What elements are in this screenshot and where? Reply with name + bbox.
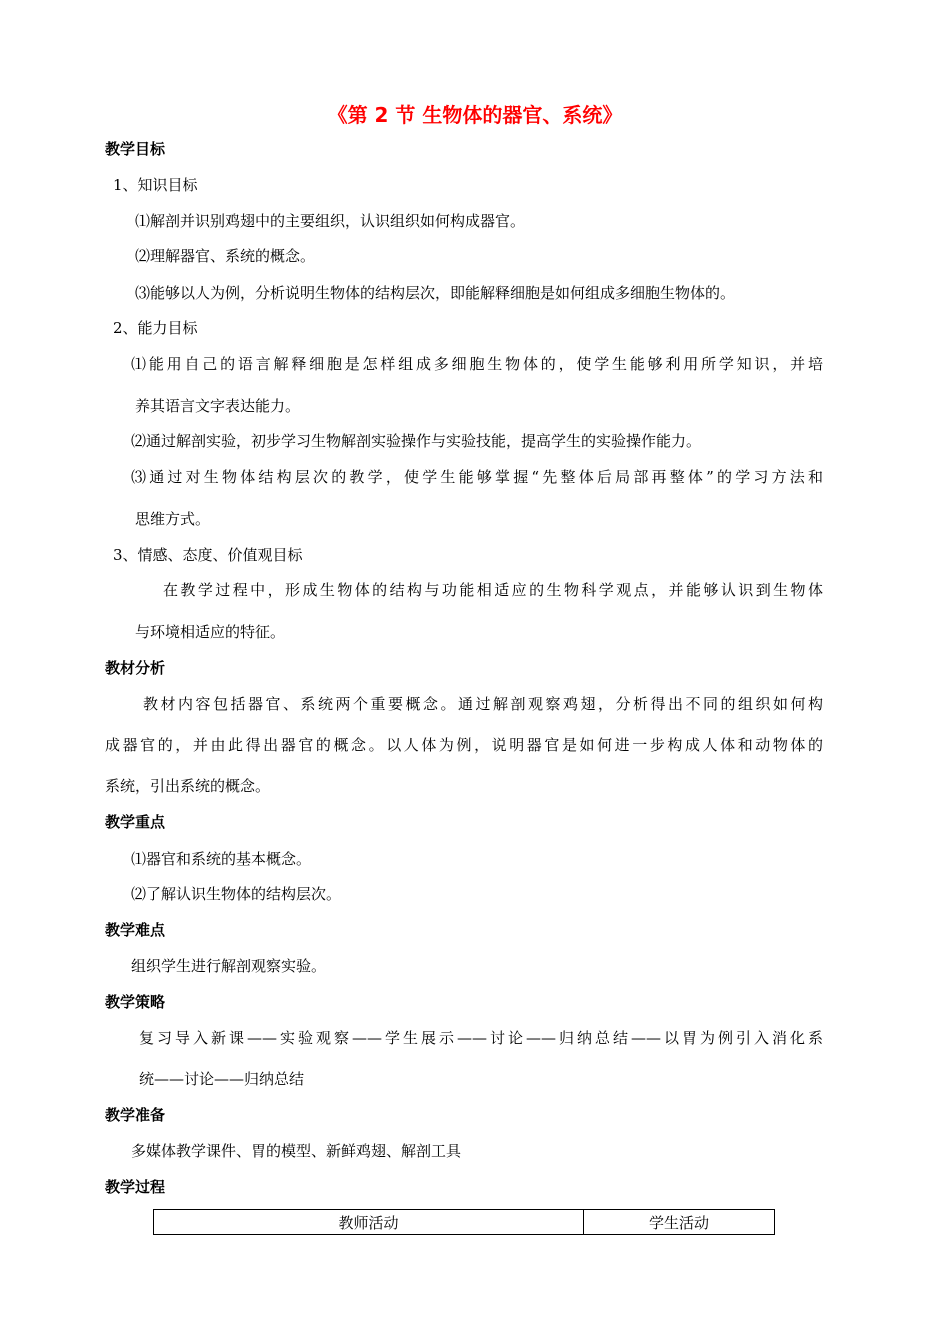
ability-goal-1-line-1: ⑴能用自己的语言解释细胞是怎样组成多细胞生物体的，使学生能够利用所学知识，并培 bbox=[131, 355, 823, 373]
preparation-text: 多媒体教学课件、胃的模型、新鲜鸡翅、解剖工具 bbox=[131, 1142, 462, 1160]
emotion-goals-heading: 3、情感、态度、价值观目标 bbox=[113, 546, 303, 564]
analysis-line-2: 成器官的，并由此得出器官的概念。以人体为例，说明器官是如何进一步构成人体和动物体的 bbox=[105, 736, 823, 754]
column-student-activity: 学生活动 bbox=[584, 1210, 775, 1235]
key-point-2: ⑵了解认识生物体的结构层次。 bbox=[131, 885, 342, 903]
ability-goal-2: ⑵通过解剖实验，初步学习生物解剖实验操作与实验技能，提高学生的实验操作能力。 bbox=[131, 432, 702, 450]
heading-process: 教学过程 bbox=[105, 1178, 166, 1196]
ability-goal-3-line-1: ⑶通过对生物体结构层次的教学，使学生能够掌握“先整体后局部再整体”的学习方法和 bbox=[131, 468, 823, 486]
strategy-line-1: 复习导入新课——实验观察——学生展示——讨论——归纳总结——以胃为例引入消化系 bbox=[139, 1029, 823, 1047]
page-title: 《第 2 节 生物体的器官、系统》 bbox=[327, 103, 623, 127]
emotion-goal-line-1: 在教学过程中，形成生物体的结构与功能相适应的生物科学观点，并能够认识到生物体 bbox=[163, 581, 823, 599]
knowledge-goals-heading: 1、知识目标 bbox=[113, 176, 198, 194]
heading-strategy: 教学策略 bbox=[105, 993, 166, 1011]
emotion-goal-line-2: 与环境相适应的特征。 bbox=[135, 623, 286, 641]
strategy-line-2: 统——讨论——归纳总结 bbox=[139, 1070, 305, 1088]
heading-difficulty: 教学难点 bbox=[105, 921, 166, 939]
heading-material-analysis: 教材分析 bbox=[105, 659, 166, 677]
ability-goal-3-line-2: 思维方式。 bbox=[135, 510, 211, 528]
knowledge-goal-3: ⑶能够以人为例，分析说明生物体的结构层次，即能解释细胞是如何组成多细胞生物体的。 bbox=[135, 284, 736, 302]
ability-goal-1-line-2: 养其语言文字表达能力。 bbox=[135, 397, 301, 415]
knowledge-goal-1: ⑴解剖并识别鸡翅中的主要组织，认识组织如何构成器官。 bbox=[135, 212, 526, 230]
process-table bbox=[153, 1209, 775, 1235]
ability-goals-heading: 2、能力目标 bbox=[113, 319, 198, 337]
knowledge-goal-2: ⑵理解器官、系统的概念。 bbox=[135, 247, 316, 265]
key-point-1: ⑴器官和系统的基本概念。 bbox=[131, 850, 312, 868]
heading-teaching-goals: 教学目标 bbox=[105, 140, 166, 158]
heading-key-points: 教学重点 bbox=[105, 813, 166, 831]
column-teacher-activity: 教师活动 bbox=[154, 1210, 584, 1235]
difficulty-text: 组织学生进行解剖观察实验。 bbox=[131, 957, 327, 975]
analysis-line-1: 教材内容包括器官、系统两个重要概念。通过解剖观察鸡翅，分析得出不同的组织如何构 bbox=[143, 695, 823, 713]
table-header-row bbox=[154, 1210, 775, 1235]
heading-preparation: 教学准备 bbox=[105, 1106, 166, 1124]
analysis-line-3: 系统，引出系统的概念。 bbox=[105, 777, 271, 795]
